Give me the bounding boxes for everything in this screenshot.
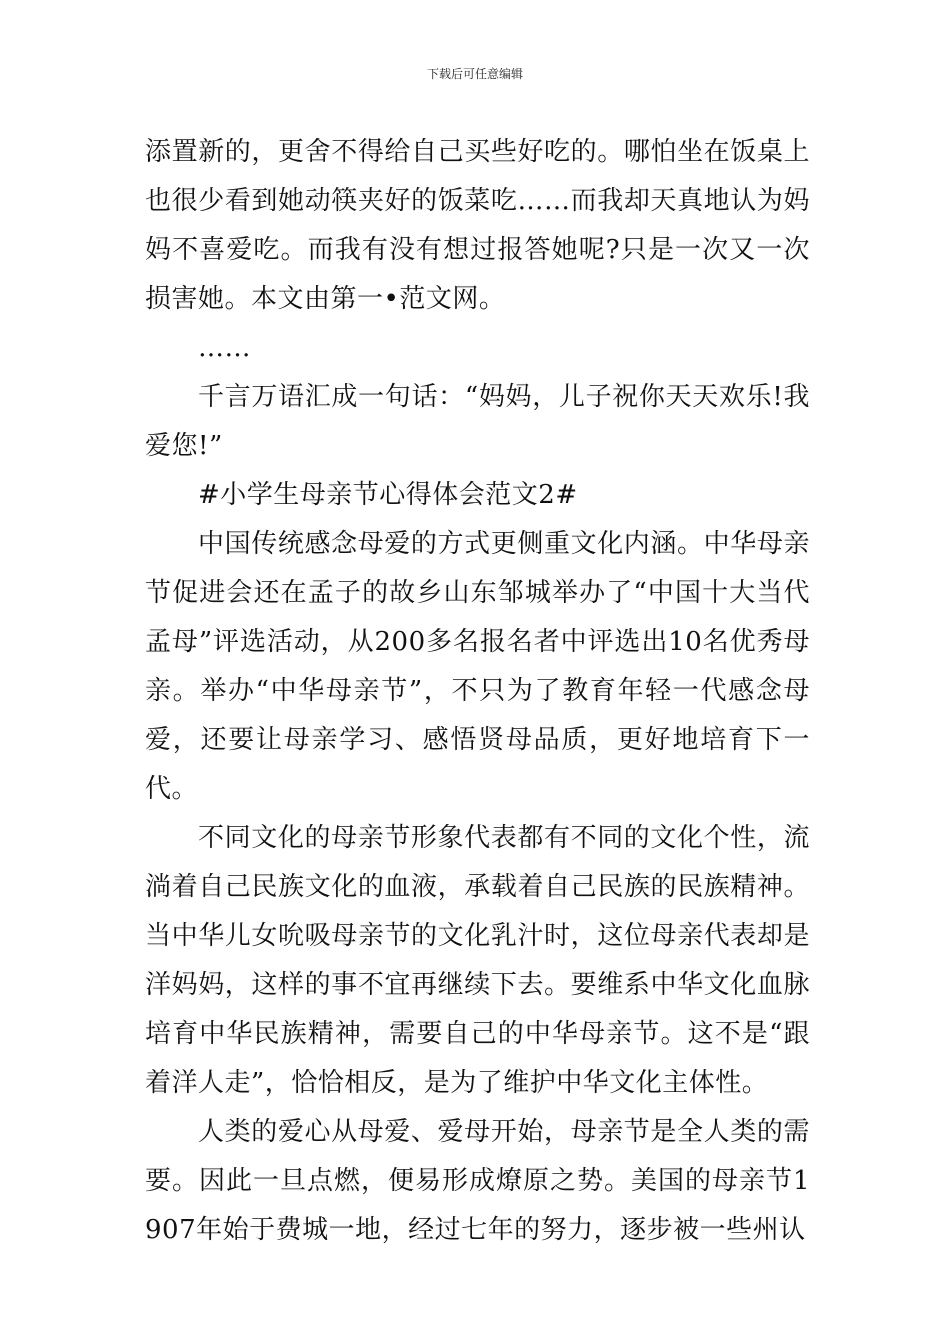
paragraph-6: 不同文化的母亲节形象代表都有不同的文化个性，流淌着自己民族文化的血液，承载着自己民族的民族精神。当中华儿女吮吸母亲节的文化乳汁时，这位母亲代表却是洋妈妈，这样的事不宜再继续下去。要维系中华文化血脉培育中华民族精神，需要自己的中华母亲节。这不是“跟着洋人走”，恰恰相反，是为了维护中华文化主体性。 bbox=[145, 823, 810, 1098]
page-header-note: 下载后可任意编辑 bbox=[426, 67, 523, 81]
paragraph-1: 添置新的，更舍不得给自己买些好吃的。哪怕坐在饭桌上也很少看到她动筷夹好的饭菜吃……而我却天真地认为妈妈不喜爱吃。而我有没有想过报答她呢?只是一次又一次损害她。本文由第一•范文网。 bbox=[145, 137, 810, 314]
section-heading: #小学生母亲节心得体会范文2# bbox=[198, 480, 578, 510]
document-body bbox=[145, 128, 810, 1255]
paragraph-3: 千言万语汇成一句话：“妈妈，儿子祝你天天欢乐!我爱您!” bbox=[145, 382, 810, 461]
paragraph-2-ellipsis: …… bbox=[198, 333, 251, 363]
paragraph-5: 中国传统感念母爱的方式更侧重文化内涵。中华母亲节促进会还在孟子的故乡山东邹城举办了“中国十大当代孟母”评选活动，从200多名报名者中评选出10名优秀母亲。举办“中华母亲节”，不只为了教育年轻一代感念母爱，还要让母亲学习、感悟贤母品质，更好地培育下一代。 bbox=[145, 529, 810, 804]
paragraph-7: 人类的爱心从母爱、爱母开始，母亲节是全人类的需要。因此一旦点燃，便易形成燎原之势。美国的母亲节1907年始于费城一地，经过七年的努力，逐步被一些州认 bbox=[145, 1117, 810, 1245]
